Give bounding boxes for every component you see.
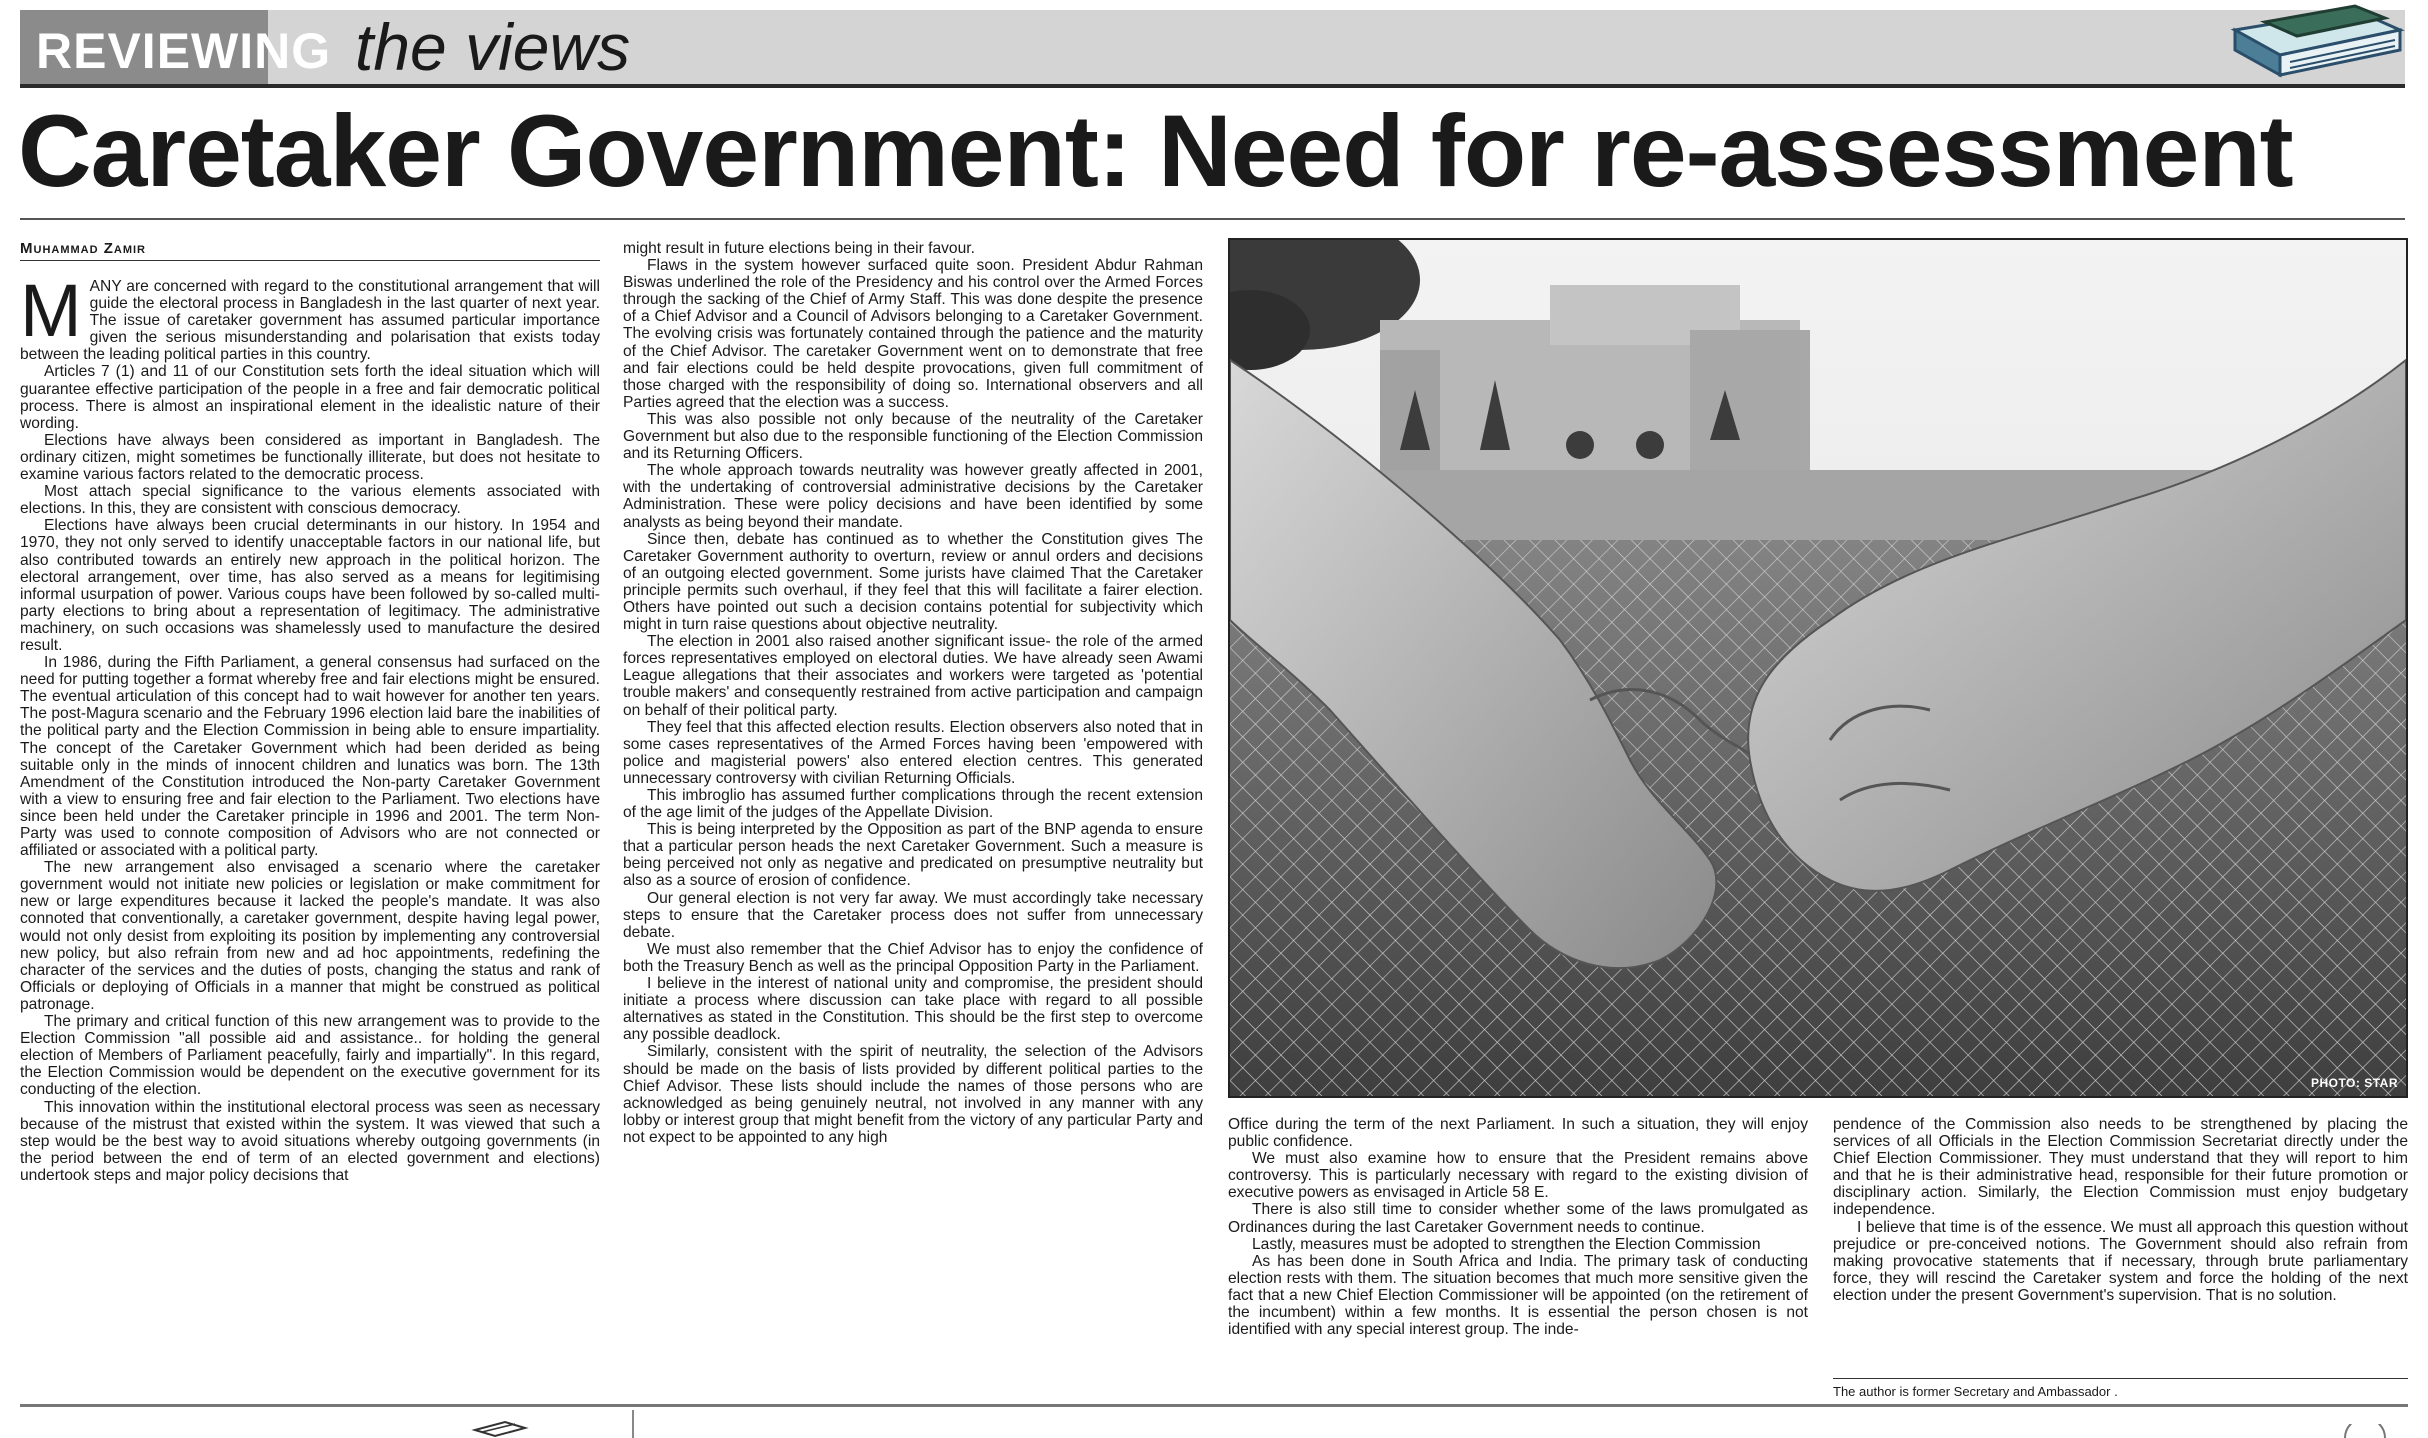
footer-divider	[20, 1404, 2408, 1407]
article-column-1	[20, 278, 600, 1388]
paragraph: The new arrangement also envisaged a scenario where the caretaker government would not initiate new policies or legislation or make commitment for new or large expenditures because it lacked the people's mandate. It was also connoted that conventionally, a caretaker government, despite having legal power, would not only desist from exploiting its position by implementing any controversial new policy, but also refrain from new and ad hoc appointments, redefining the character of the services and the duties of posts, changing the status and rank of Officials or deploying of Officials in a manner that might be construed as political patronage.	[20, 859, 600, 1013]
paragraph: Most attach special significance to the various elements associated with elections. In this, they are consistent with conscious democracy.	[20, 483, 600, 518]
paragraph: Similarly, consistent with the spirit of neutrality, the selection of the Advisors should be made on the basis of lists provided by different political parties to the Chief Advisor. These lists should include the names of those persons who are acknowledged as being genuinely neutral, not involved in any manner with any lobby or interest group that might benefit from the victory of any particular Party and not expect to be appointed to any high	[623, 1043, 1203, 1146]
paragraph: Our general election is not very far away. We must accordingly take necessary steps to ensure that the Caretaker process does not suffer from unnecessary debate.	[623, 889, 1203, 941]
photo-credit: PHOTO: STAR	[2310, 1076, 2398, 1090]
paragraph: There is also still time to consider whether some of the laws promulgated as Ordinances during the last Caretaker Government needs to continue.	[1228, 1201, 1808, 1236]
article-column-3	[1228, 1116, 1808, 1408]
paragraph-continued: pendence of the Commission also needs to be strengthened by placing the services of all Officials in the Election Commission Secretariat directly under the Chief Election Commissioner. They must understand that they will report to him and that he is their administrative head, responsible for their future promotion or disciplinary action. Similarly, the Election Commission must enjoy budgetary independence.	[1833, 1116, 2408, 1219]
section-kicker-italic: the views	[355, 10, 631, 84]
paragraph: Elections have always been crucial determinants in our history. In 1954 and 1970, they not only served to identify unacceptable factors in our national life, but also contributed towards an entirely new approach in the political horizon. The electoral arrangement, over time, has also served as a means for legitimising informal usurpation of power. Various coups have been followed by so-called multi-party elections to bring about a representation of legitimacy. The administrative machinery, on such occasions was shamelessly used to manufacture the desired result.	[20, 517, 600, 654]
paragraph: I believe in the interest of national unity and compromise, the president should initiate a process where discussion can take place with regard to all possible alternatives as stated in the Constitution. This should be the first step to overcome any possible deadlock.	[623, 975, 1203, 1044]
lead-text: ANY are concerned with regard to the constitutional arrangement that will guide the electoral process in Bangladesh in the last quarter of next year. The issue of caretaker government has assumed particular importance given the serious misunderstanding and polarisation that exists today between the leading political parties in this country.	[20, 278, 600, 364]
paragraph: As has been done in South Africa and India. The primary task of conducting election rests with them. The situation becomes that much more sensitive given the fact that a new Chief Election Commissioner will be appointed (on the retirement of the incumbent) within a few months. It is essential the person chosen is not identified with any special interest group. The inde-	[1228, 1252, 1808, 1339]
paragraph: We must also remember that the Chief Advisor has to enjoy the confidence of both the Treasury Bench as well as the principal Opposition Party in the Parliament.	[623, 940, 1203, 975]
article-column-4	[1833, 1116, 2408, 1378]
paragraph: I believe that time is of the essence. We must all approach this question without prejudice or pre-conceived notions. The Government should also refrain from making provocative statements that if necessary, through brute parliamentary force, they will rescind the Caretaker system and force the holding of the next election under the present Government's supervision. That is no solution.	[1833, 1218, 2408, 1304]
article-column-2	[623, 240, 1203, 1408]
author-note: The author is former Secretary and Ambassador .	[1833, 1384, 2118, 1399]
paragraph: We must also examine how to ensure that the President remains above controversy. This is particularly necessary with regard to the existing division of executive powers as envisaged in Article 58 E.	[1228, 1150, 1808, 1202]
paragraph: This is being interpreted by the Opposition as part of the BNP agenda to ensure that a particular person heads the next Caretaker Government. Such a measure is being perceived not only as negative and predicated on presumptive neutrality but also as a source of erosion of confidence.	[623, 821, 1203, 890]
drop-cap: M	[20, 278, 82, 352]
paragraph-continued: Office during the term of the next Parliament. In such a situation, they will enjoy public confidence.	[1228, 1116, 1808, 1151]
paragraph: Articles 7 (1) and 11 of our Constitution sets forth the ideal situation which will guarantee effective participation of the people in a free and fair democratic political process. There is almost an inspirational element in the idealistic nature of their wording.	[20, 363, 600, 432]
footer-column-separator	[632, 1410, 634, 1438]
byline-divider	[20, 260, 600, 261]
paragraph: Lastly, measures must be adopted to strengthen the Election Commission	[1252, 1235, 1761, 1253]
section-banner	[20, 10, 2405, 88]
photo-illustration	[1230, 240, 2406, 1096]
footer-logo-icon	[470, 1420, 530, 1438]
footer-seal-icon	[2340, 1424, 2390, 1438]
paragraph: Elections have always been considered as important in Bangladesh. The ordinary citizen, might sometimes be functionally illiterate, but does not hesitate to examine various factors related to the democratic process.	[20, 431, 600, 484]
paragraph: Flaws in the system however surfaced quite soon. President Abdur Rahman Biswas underlined the role of the Presidency and his control over the Armed Forces through the sacking of the Chief of Army Staff. This was done despite the presence of a Chief Advisor and a Council of Advisors belonging to a Caretaker Government. The evolving crisis was fortunately contained through the patience and the maturity of the Chief Advisor. The caretaker Government went on to demonstrate that free and fair elections could be held despite provocations, given full commitment of those charged with the responsibility of doing so. International observers and all Parties agreed that the election was a success.	[623, 257, 1203, 411]
lead-paragraph	[20, 278, 600, 363]
paragraph-continued: might result in future elections being in their favour.	[623, 240, 975, 257]
section-kicker-bold: REVIEWING	[36, 23, 332, 79]
paragraph: Since then, debate has continued as to whether the Constitution gives The Caretaker Government authority to overturn, review or annul orders and decisions of an outgoing elected government. Some jurists have claimed That the Caretaker principle permits such overhaul, if they feel that this will facilitate a fairer election. Others have pointed out such a decision contains potential for subjectivity which might in turn raise questions about objective neutrality.	[623, 530, 1203, 634]
author-byline: Muhammad Zamir	[20, 240, 146, 257]
books-logo-icon	[2205, 0, 2405, 84]
paragraph: In 1986, during the Fifth Parliament, a general consensus had surfaced on the need for putting together a format whereby free and fair elections might be ensured. The eventual articulation of this concept had to wait however for another ten years. The post-Magura scenario and the February 1996 election laid bare the inabilities of the political party and the Election Commission in being able to ensure impartiality. The concept of the Caretaker Government which had been derided as being suitable only in the minds of innocent children and lunatics was born. The 13th Amendment of the Constitution introduced the Non-party Caretaker Government with a view to ensuring free and fair election to the Parliament. Two elections have since been held under the Caretaker principle in 1996 and 2001. The term Non-Party was used to connote composition of Advisors who are not connected or affiliated or associated with a political party.	[20, 654, 600, 860]
paragraph: The election in 2001 also raised another significant issue- the role of the armed forces representatives employed on electoral duties. We have already seen Awami League allegations that their associates and workers were targeted as 'potential trouble makers' and consequently restrained from active participation and campaign on behalf of their political party.	[623, 633, 1203, 719]
paragraph: They feel that this affected election results. Election observers also noted that in some cases representatives of the Armed Forces having been 'empowered with police and magisterial powers' also entered election centres. This generated unnecessary controversy with civilian Returning Officials.	[623, 718, 1203, 787]
paragraph: This innovation within the institutional electoral process was seen as necessary because of the mistrust that existed within the system. It was viewed that such a step would be the best way to avoid situations whereby outgoing governments (in the period between the end of term of an elected government and elections) undertook steps and major policy decisions that	[20, 1098, 600, 1184]
paragraph: This imbroglio has assumed further complications through the recent extension of the age limit of the judges of the Appellate Division.	[623, 787, 1203, 822]
author-note-divider	[1833, 1378, 2408, 1379]
article-headline: Caretaker Government: Need for re-assessment	[18, 94, 2293, 208]
article-photo	[1228, 238, 2408, 1098]
paragraph: This was also possible not only because of the neutrality of the Caretaker Government but also due to the responsible functioning of the Election Commission and its Returning Officers.	[623, 410, 1203, 463]
paragraph: The whole approach towards neutrality was however greatly affected in 2001, with the undertaking of controversial administrative decisions by the Caretaker Administration. These were policy decisions and have been identified by some analysts as being beyond their mandate.	[623, 462, 1203, 531]
headline-divider	[20, 218, 2405, 220]
paragraph: The primary and critical function of this new arrangement was to provide to the Election Commission "all possible aid and assistance.. for holding the general election of Members of Parliament peacefully, fairly and impartially". In this regard, the Election Commission would be dependent on the executive government for its conducting of the election.	[20, 1013, 600, 1099]
